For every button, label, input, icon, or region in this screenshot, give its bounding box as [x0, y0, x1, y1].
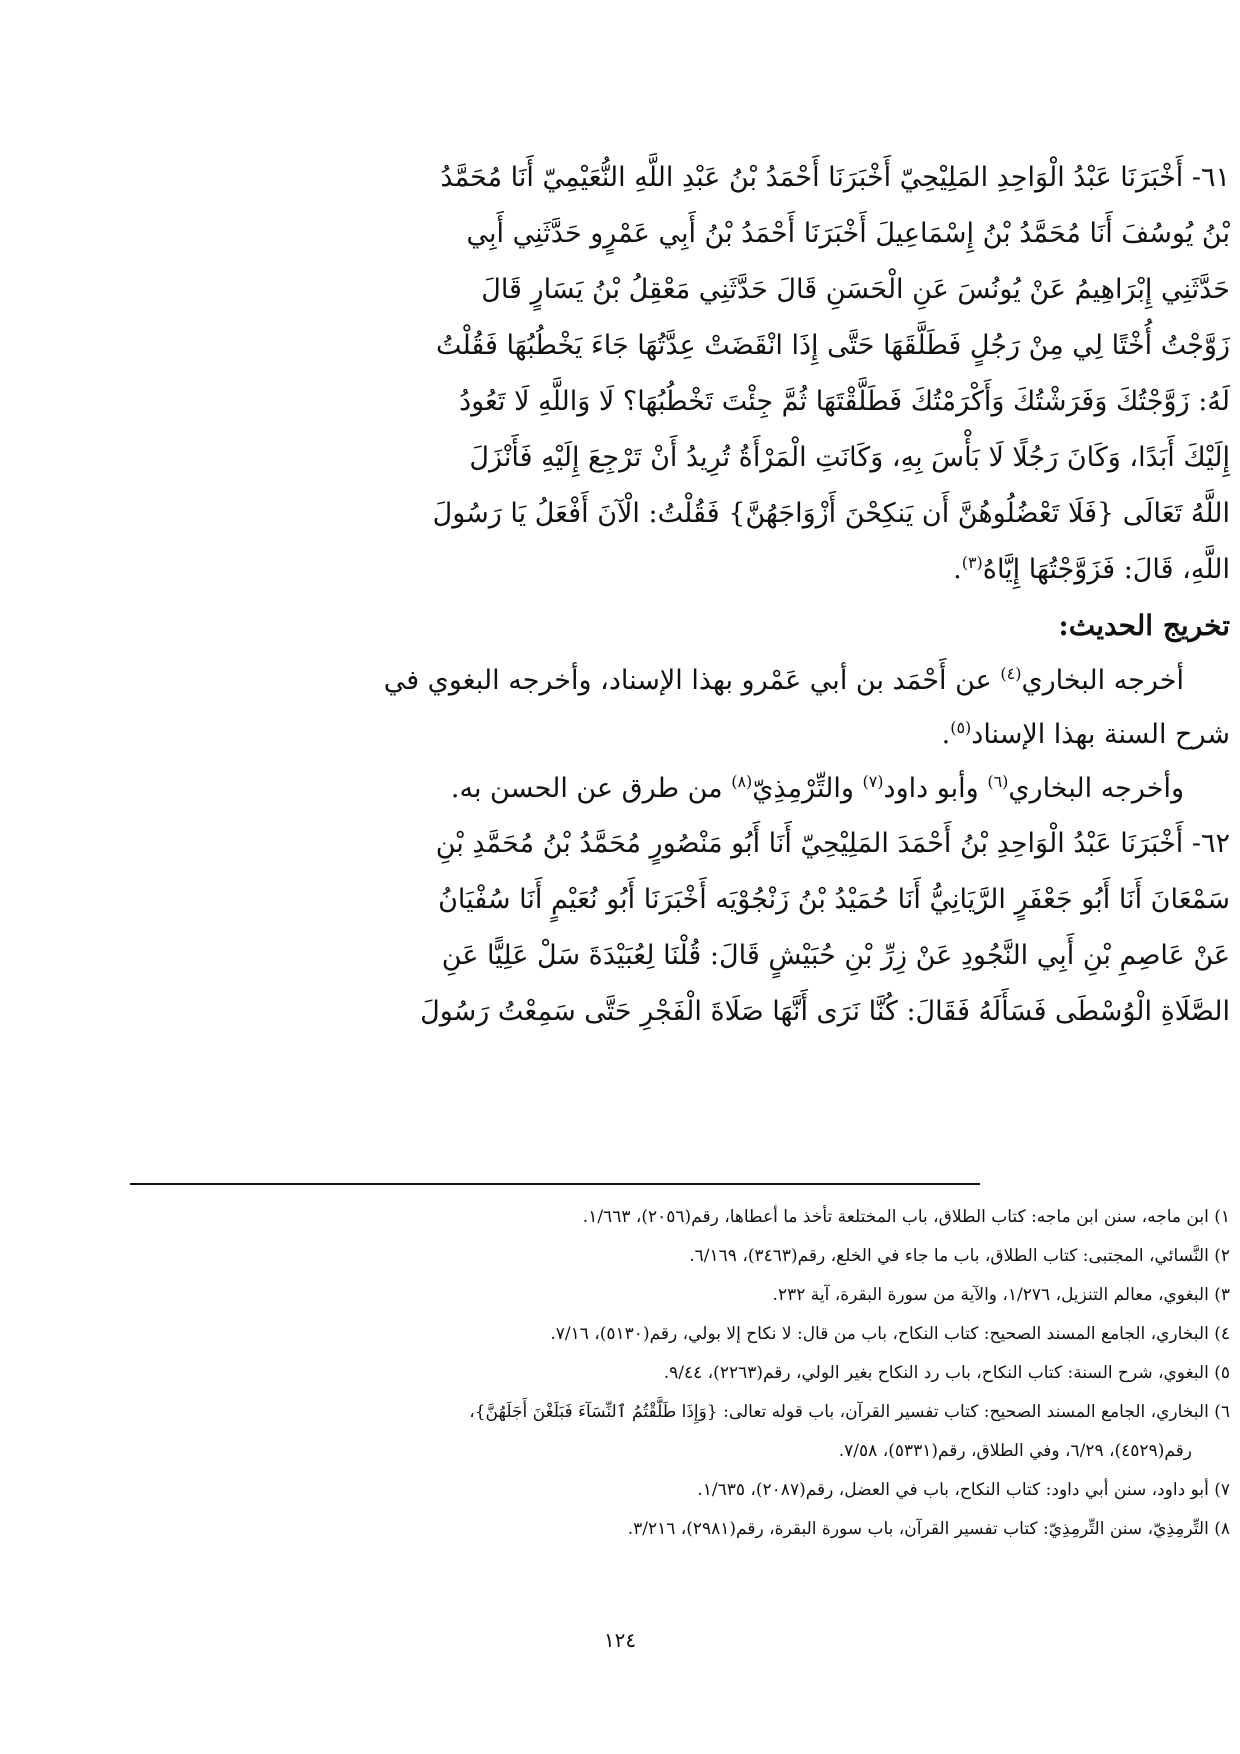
footnotes — [140, 1198, 1230, 1549]
text-fragment: وأبو داود — [883, 773, 988, 804]
text-line: ٦٢- أَخْبَرَنَا عَبْدُ الْوَاحِدِ بْنُ أَحْمَدَ المَلِيْحِيّ أَنَا أَبُو مَنْصُورٍ مُحَمَّدُ بْنُ مُحَمَّدِ بْنِ — [435, 828, 1230, 859]
text-line: اللَّهُ تَعَالَى {فَلَا تَعْضُلُوهُنَّ أَن يَنكِحْنَ أَزْوَاجَهُنَّ} فَقُلْتُ: الْآنَ أَفْعَلُ يَا رَسُولَ — [432, 498, 1230, 529]
text-line: سَمْعَانَ أَنَا أَبُو جَعْفَرٍ الرَّيَانِيُّ أَنَا حُمَيْدُ بْنُ زَنْجُوْيَه أَخْبَرَنَا أَبُو نُعَيْمٍ أَنَا سُفْيَانُ — [438, 884, 1230, 915]
footnote: ٦) البخاري، الجامع المسند الصحيح: كتاب تفسير القرآن، باب قوله تعالى: {وَإِذَا طَلَّقْتُمُ ٱلنِّسَآءَ فَبَلَغْنَ أَجَلَهُنَّ}، — [469, 1402, 1230, 1422]
section-heading: تخريج الحديث: — [1058, 609, 1230, 642]
text-line: زَوَّجْتُ أُخْتًا لِي مِنْ رَجُلٍ فَطَلَّقَهَا حَتَّى إِذَا انْقَضَتْ عِدَّتُهَا جَاءَ يَخْطُبُهَا فَقُلْتُ — [435, 330, 1230, 361]
takhrij-paragraph-2 — [140, 762, 1230, 816]
punctuation: . — [953, 554, 962, 585]
text-fragment: من طرق عن الحسن به. — [450, 773, 732, 804]
text-line: حَدَّثَنِي إِبْرَاهِيمُ عَنْ يُونُسَ عَنِ الْحَسَنِ قَالَ حَدَّثَنِي مَعْقِلُ بْنُ يَسَارٍ قَالَ — [481, 274, 1230, 305]
text-fragment: وأخرجه البخاري — [1008, 773, 1184, 804]
footnote: ٤) البخاري، الجامع المسند الصحيح: كتاب النكاح، باب من قال: لا نكاح إلا بولي، رقم(٥١٣٠)، ٧/١٦. — [550, 1324, 1230, 1344]
text-line: بْنُ يُوسُفَ أَنَا مُحَمَّدُ بْنُ إِسْمَاعِيلَ أَخْبَرَنَا أَحْمَدُ بْنُ أَبِي عَمْرٍو حَدَّثَنِي أَبِي — [466, 218, 1230, 249]
text-fragment: شرح السنة بهذا الإسناد — [971, 719, 1230, 750]
footnote: ١) ابن ماجه، سنن ابن ماجه: كتاب الطلاق، باب المختلعة تأخذ ما أعطاها، رقم(٢٠٥٦)، ١/٦٦٣. — [582, 1207, 1230, 1227]
punctuation: . — [941, 719, 951, 750]
footnote-ref: (٣) — [961, 553, 983, 572]
text-fragment: اللَّهِ، قَالَ: فَزَوَّجْتُهَا إِيَّاهُ — [982, 554, 1230, 585]
footnote: ٨) التِّرمِذِيّ، سنن التِّرمِذِيّ: كتاب تفسير القرآن، باب سورة البقرة، رقم(٢٩٨١)، ٣/٢١٦. — [627, 1519, 1230, 1539]
footnote-continuation: رقم(٤٥٢٩)، ٦/٢٩، وفي الطلاق، رقم(٥٣٣١)، ٧/٥٨. — [838, 1441, 1192, 1461]
footnote: ٥) البغوي، شرح السنة: كتاب النكاح، باب رد النكاح بغير الولي، رقم(٢٢٦٣)، ٩/٤٤. — [663, 1363, 1230, 1383]
text-line: الصَّلَاةِ الْوُسْطَى فَسَأَلَهُ فَقَالَ: كُنَّا نَرَى أَنَّهَا صَلَاةَ الْفَجْرِ حَتَّى سَمِعْتُ رَسُولَ — [420, 996, 1230, 1027]
takhrij-paragraph-1-cont — [140, 708, 1230, 762]
text-line-last — [140, 542, 1230, 598]
text-line: ٦١- أَخْبَرَنَا عَبْدُ الْوَاحِدِ المَلِيْحِيّ أَخْبَرَنَا أَحْمَدُ بْنُ عَبْدِ اللَّهِ النُّعَيْمِيّ أَنَا مُحَمَّدُ — [440, 162, 1230, 193]
takhrij-paragraph-1 — [140, 654, 1230, 708]
text-fragment: عن أَحْمَد بن أبي عَمْرو بهذا الإسناد، وأخرجه البغوي في — [383, 665, 1001, 696]
footnote-ref: (٦) — [987, 772, 1009, 791]
footnote-ref: (٤) — [1000, 664, 1022, 683]
text-line: لَهُ: زَوَّجْتُكَ وَفَرَشْتُكَ وَأَكْرَمْتُكَ فَطَلَّقْتَهَا ثُمَّ جِئْتَ تَخْطُبُهَا؟ لَا وَاللَّهِ لَا تَعُودُ — [459, 386, 1230, 417]
page-number: ١٢٤ — [603, 1628, 637, 1652]
text-fragment: والتِّرْمِذِيّ — [752, 773, 863, 804]
footnote: ٢) النَّسائي، المجتبى: كتاب الطلاق، باب ما جاء في الخلع، رقم(٣٤٦٣)، ٦/١٦٩. — [689, 1246, 1230, 1266]
footnote-divider — [130, 1183, 980, 1185]
footnote-ref: (٥) — [950, 718, 972, 737]
footnote-ref: (٧) — [862, 772, 884, 791]
footnote-ref: (٨) — [731, 772, 753, 791]
text-line: إِلَيْكَ أَبَدًا، وَكَانَ رَجُلًا لَا بَأْسَ بِهِ، وَكَانَتِ الْمَرْأَةُ تُرِيدُ أَنْ تَرْجِعَ إِلَيْهِ فَأَنْزَلَ — [469, 442, 1230, 473]
text-line: عَنْ عَاصِمِ بْنِ أَبِي النَّجُودِ عَنْ زِرِّ بْنِ حُبَيْشٍ قَالَ: قُلْنَا لِعُبَيْدَةَ سَلْ عَلِيًّا عَنِ — [441, 940, 1230, 971]
main-text — [140, 150, 1230, 1040]
hadith-61 — [140, 150, 1230, 598]
footnote: ٣) البغوي، معالم التنزيل، ١/٢٧٦، والآية من سورة البقرة، آية ٢٣٢. — [772, 1285, 1230, 1305]
footnote: ٧) أبو داود، سنن أبي داود: كتاب النكاح، باب في العضل، رقم(٢٠٨٧)، ١/٦٣٥. — [697, 1480, 1230, 1500]
hadith-62 — [140, 816, 1230, 1040]
text-fragment: أخرجه البخاري — [1021, 665, 1184, 696]
